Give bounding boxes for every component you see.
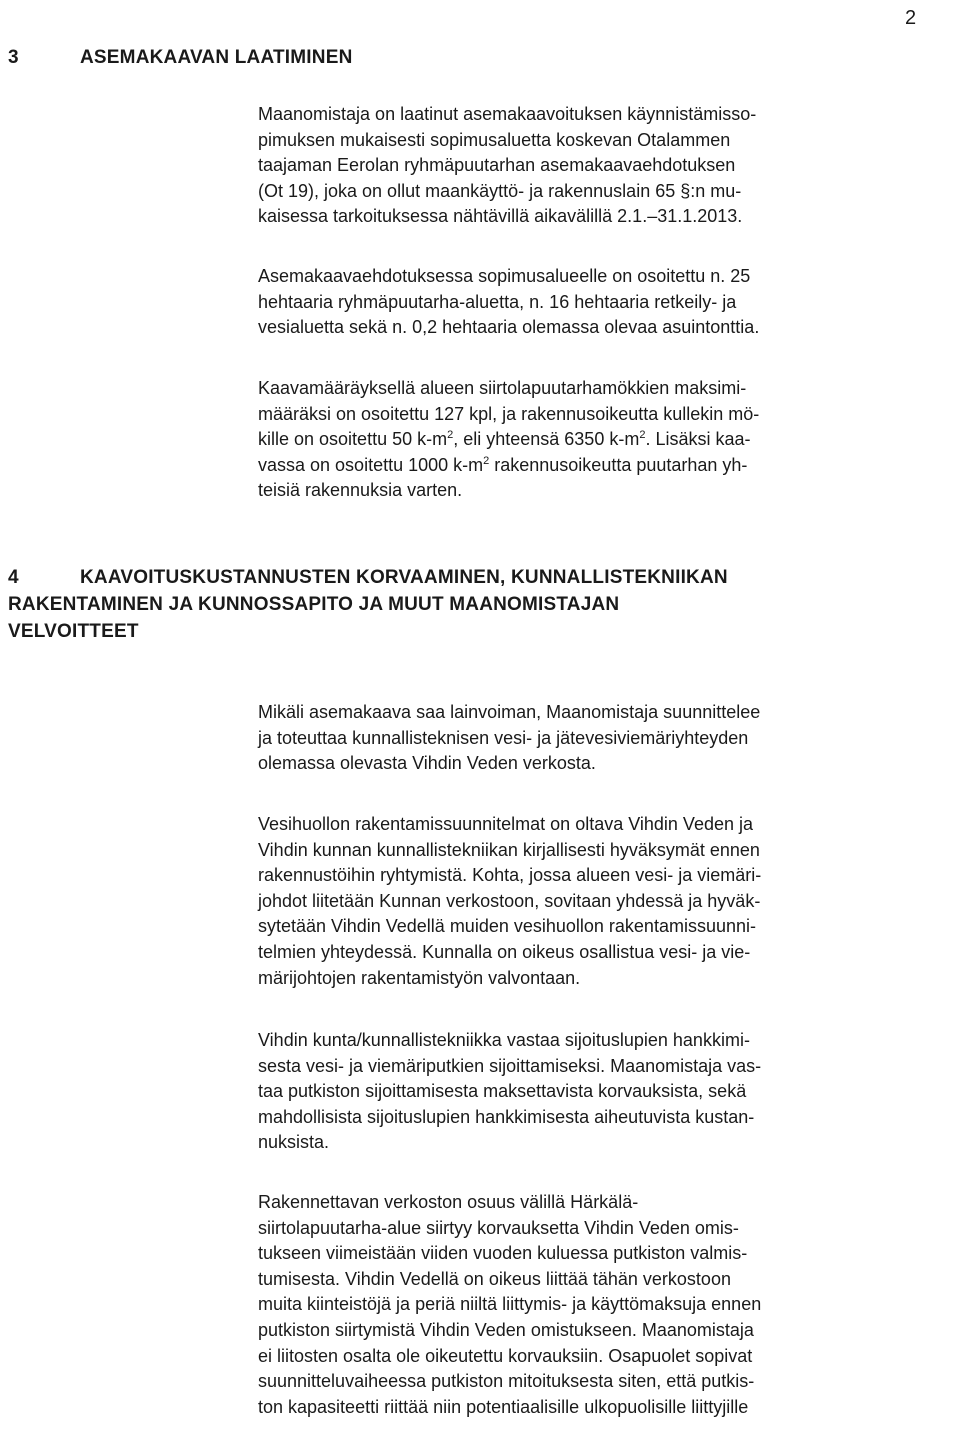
paragraph-line: telmien yhteydessä. Kunnalla on oikeus osallistua vesi- ja vie- bbox=[258, 941, 751, 962]
superscript: 2 bbox=[639, 429, 646, 442]
section-4-title-line: RAKENTAMINEN JA KUNNOSSAPITO JA MUUT MAANOMISTAJAN bbox=[8, 594, 620, 615]
paragraph-line: siirtolapuutarha-alue siirtyy korvauksetta Vihdin Veden omis- bbox=[258, 1217, 739, 1238]
paragraph-line: pimuksen mukaisesti sopimusaluetta koskevan Otalammen bbox=[258, 129, 731, 150]
section-3-number: 3 bbox=[8, 47, 19, 68]
paragraph-line: taajaman Eerolan ryhmäpuutarhan asemakaavaehdotuksen bbox=[258, 155, 736, 176]
paragraph-line: taa putkiston sijoittamisesta maksettavista korvauksista, sekä bbox=[258, 1081, 747, 1102]
paragraph-line: määräksi on osoitettu 127 kpl, ja rakennusoikeutta kullekin mö- bbox=[258, 403, 760, 424]
section-4-paragraph-4 bbox=[258, 1190, 918, 1420]
paragraph-line: hehtaaria ryhmäpuutarha-aluetta, n. 16 hehtaaria retkeily- ja bbox=[258, 291, 737, 312]
paragraph-line: putkiston siirtymistä Vihdin Veden omistukseen. Maanomistaja bbox=[258, 1319, 754, 1340]
section-4-paragraph-2 bbox=[258, 812, 918, 991]
paragraph-line: Vihdin kunta/kunnallistekniikka vastaa sijoituslupien hankkimi- bbox=[258, 1030, 750, 1050]
paragraph-line: vesialuetta sekä n. 0,2 hehtaaria olemassa olevaa asuintonttia. bbox=[258, 317, 760, 338]
paragraph-line: Kaavamääräyksellä alueen siirtolapuutarhamökkien maksimi- bbox=[258, 378, 747, 398]
paragraph-line bbox=[258, 453, 918, 479]
paragraph-line: sytetään Vihdin Vedellä muiden vesihuollon rakentamissuunni- bbox=[258, 916, 756, 937]
paragraph-line: olemassa olevasta Vihdin Veden verkosta. bbox=[258, 753, 596, 774]
section-4-paragraph-1 bbox=[258, 700, 918, 777]
paragraph-line: tukseen viimeistään viiden vuoden kuluessa putkiston valmis- bbox=[258, 1243, 748, 1264]
section-3-paragraph-1 bbox=[258, 102, 918, 230]
paragraph-line: ton kapasiteetti riittää niin potentiaalisille ulkopuolisille liittyjille bbox=[258, 1396, 749, 1417]
section-3-paragraph-3 bbox=[258, 376, 918, 504]
section-3-title: ASEMAKAAVAN LAATIMINEN bbox=[80, 47, 353, 68]
paragraph-line: Asemakaavaehdotuksessa sopimusalueelle on osoitettu n. 25 bbox=[258, 266, 751, 286]
paragraph-line: johdot liitetään Kunnan verkostoon, sovitaan yhdessä ja hyväk- bbox=[258, 890, 761, 911]
paragraph-line: mahdollisista sijoituslupien hankkimisesta aiheutuvista kustan- bbox=[258, 1106, 755, 1127]
superscript: 2 bbox=[483, 454, 490, 467]
paragraph-line: teisiä rakennuksia varten. bbox=[258, 480, 463, 501]
section-3-paragraph-2 bbox=[258, 264, 918, 341]
text-span: kille on osoitettu 50 k-m bbox=[258, 429, 448, 450]
section-4-title bbox=[8, 564, 900, 645]
paragraph-line: muita kiinteistöjä ja periä niiltä liittymis- ja käyttömaksuja ennen bbox=[258, 1294, 762, 1315]
paragraph-line: ei liitosten osalta ole oikeutettu korvauksiin. Osapuolet sopivat bbox=[258, 1345, 753, 1366]
paragraph-line: suunnitteluvaiheessa putkiston mitoituksesta siten, että putkis- bbox=[258, 1371, 755, 1392]
section-4-title-line: KAAVOITUSKUSTANNUSTEN KORVAAMINEN, KUNNALLISTEKNIIKAN bbox=[80, 567, 728, 588]
section-4-number: 4 bbox=[8, 567, 19, 588]
paragraph-line: nuksista. bbox=[258, 1132, 330, 1153]
paragraph-line: kaisessa tarkoituksessa nähtävillä aikavälillä 2.1.–31.1.2013. bbox=[258, 206, 743, 227]
section-3-heading bbox=[8, 44, 353, 71]
paragraph-line: Vihdin kunnan kunnallistekniikan kirjallisesti hyväksymät ennen bbox=[258, 839, 760, 860]
paragraph-line: Rakennettavan verkoston osuus välillä Härkälä- bbox=[258, 1192, 639, 1212]
page-number: 2 bbox=[905, 7, 917, 29]
text-span: . Lisäksi kaa- bbox=[645, 429, 751, 450]
paragraph-line: Vesihuollon rakentamissuunnitelmat on oltava Vihdin Veden ja bbox=[258, 814, 753, 834]
section-4-title-line: VELVOITTEET bbox=[8, 621, 139, 642]
section-4-paragraph-3 bbox=[258, 1028, 918, 1156]
paragraph-line: sesta vesi- ja viemäriputkien sijoittamiseksi. Maanomistaja vas- bbox=[258, 1055, 762, 1076]
superscript: 2 bbox=[447, 429, 454, 442]
paragraph-line bbox=[258, 427, 918, 453]
paragraph-line: tumisesta. Vihdin Vedellä on oikeus liittää tähän verkostoon bbox=[258, 1268, 731, 1289]
paragraph-line: rakennustöihin ryhtymistä. Kohta, jossa alueen vesi- ja viemäri- bbox=[258, 865, 762, 886]
text-span: rakennusoikeutta puutarhan yh- bbox=[489, 454, 748, 475]
text-span: vassa on osoitettu 1000 k-m bbox=[258, 454, 484, 475]
paragraph-line: (Ot 19), joka on ollut maankäyttö- ja rakennuslain 65 §:n mu- bbox=[258, 180, 742, 201]
paragraph-line: ja toteuttaa kunnallisteknisen vesi- ja jätevesiviemäriyhteyden bbox=[258, 727, 749, 748]
paragraph-line: Maanomistaja on laatinut asemakaavoituksen käynnistämisso- bbox=[258, 104, 757, 124]
paragraph-line: Mikäli asemakaava saa lainvoiman, Maanomistaja suunnittelee bbox=[258, 702, 761, 722]
text-span: , eli yhteensä 6350 k-m bbox=[453, 429, 640, 450]
paragraph-line: märijohtojen rakentamistyön valvontaan. bbox=[258, 967, 581, 988]
